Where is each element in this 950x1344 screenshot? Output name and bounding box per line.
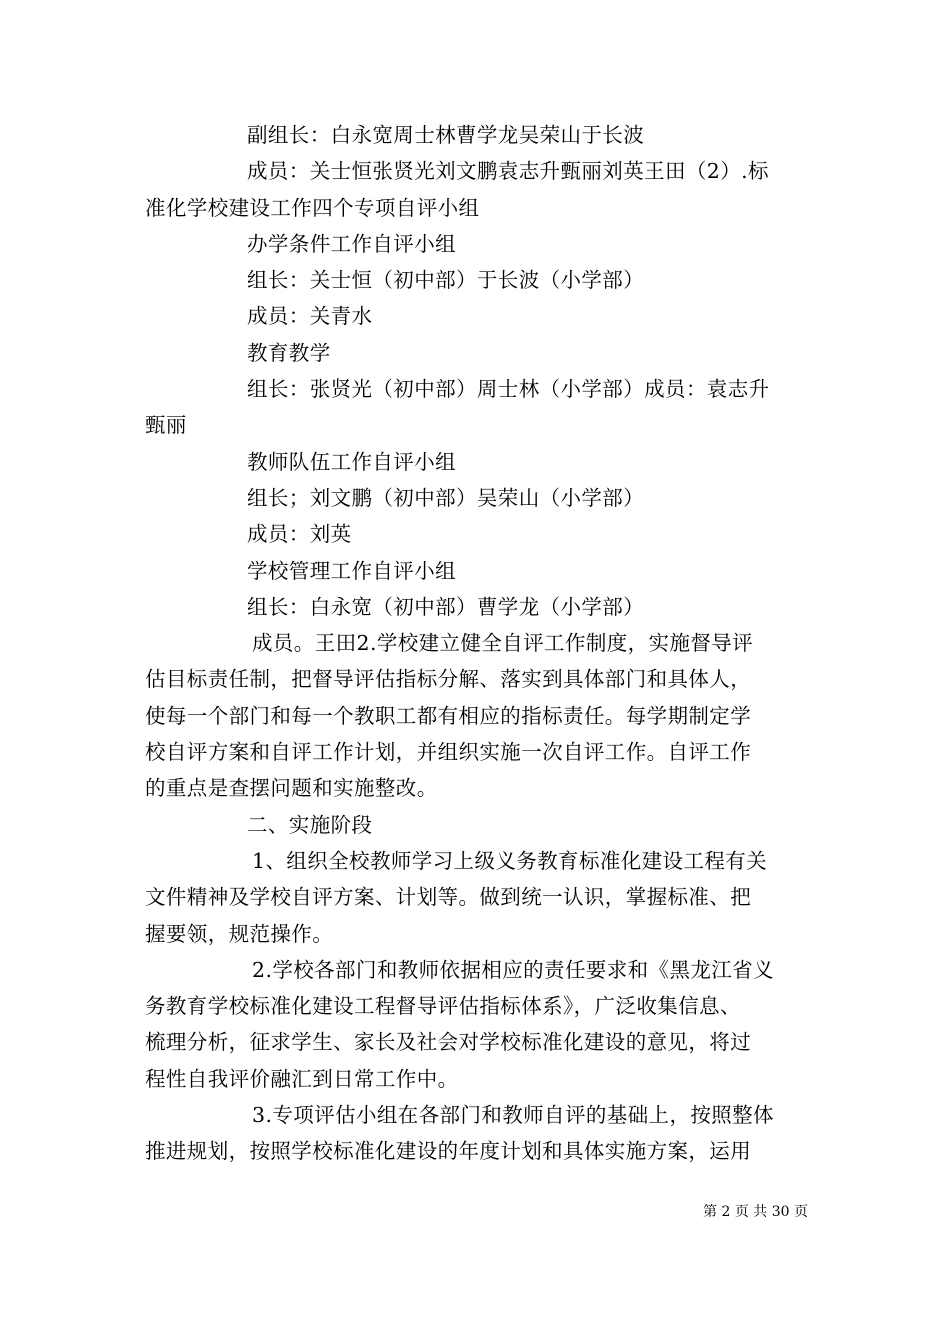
text-line: 学校管理工作自评小组	[247, 558, 456, 583]
text-line: 成员：刘英	[247, 522, 352, 547]
text-line: 办学条件工作自评小组	[247, 231, 456, 256]
section-heading: 二、实施阶段	[247, 812, 373, 837]
text-line: 的重点是查摆问题和实施整改。	[145, 776, 438, 801]
text-line: 成员。王田2.学校建立健全自评工作制度，实施督导评	[252, 631, 754, 656]
text-line: 使每一个部门和每一个教职工都有相应的指标责任。每学期制定学	[145, 703, 752, 728]
text-line: 组长：张贤光（初中部）周士林（小学部）成员：袁志升	[247, 377, 770, 402]
text-line: 组长：关士恒（初中部）于长波（小学部）	[247, 268, 645, 293]
text-line: 梳理分析，征求学生、家长及社会对学校标准化建设的意见，将过	[145, 1030, 752, 1055]
text-line: 成员：关青水	[247, 304, 373, 329]
document-body	[145, 117, 810, 1170]
text-line: 2.学校各部门和教师依据相应的责任要求和《黑龙江省义	[252, 957, 774, 982]
text-line: 准化学校建设工作四个专项自评小组	[145, 195, 480, 220]
text-line: 握要领，规范操作。	[145, 921, 334, 946]
text-line: 1、组织全校教师学习上级义务教育标准化建设工程有关	[252, 848, 768, 873]
page-number: 第 2 页 共 30 页	[703, 1204, 808, 1220]
text-line: 组长；刘文鹏（初中部）吴荣山（小学部）	[247, 485, 645, 510]
text-line: 文件精神及学校自评方案、计划等。做到统一认识，掌握标准、把	[145, 885, 752, 910]
text-line: 推进规划，按照学校标准化建设的年度计划和具体实施方案，运用	[145, 1139, 752, 1164]
text-line: 程性自我评价融汇到日常工作中。	[145, 1066, 459, 1091]
text-line: 甄丽	[145, 413, 187, 438]
text-line: 教师队伍工作自评小组	[247, 449, 456, 474]
text-line: 校自评方案和自评工作计划，并组织实施一次自评工作。自评工作	[145, 740, 752, 765]
text-line: 3.专项评估小组在各部门和教师自评的基础上，按照整体	[252, 1103, 774, 1128]
text-line: 成员：关士恒张贤光刘文鹏袁志升甄丽刘英王田（2）.标	[247, 159, 769, 184]
text-line: 副组长：白永宽周士林曹学龙吴荣山于长波	[247, 123, 645, 147]
text-line: 估目标责任制，把督导评估指标分解、落实到具体部门和具体人，	[145, 667, 752, 692]
text-line: 教育教学	[247, 340, 331, 365]
text-line: 组长：白永宽（初中部）曹学龙（小学部）	[247, 594, 645, 619]
text-line: 务教育学校标准化建设工程督导评估指标体系》，广泛收集信息、	[145, 994, 741, 1019]
